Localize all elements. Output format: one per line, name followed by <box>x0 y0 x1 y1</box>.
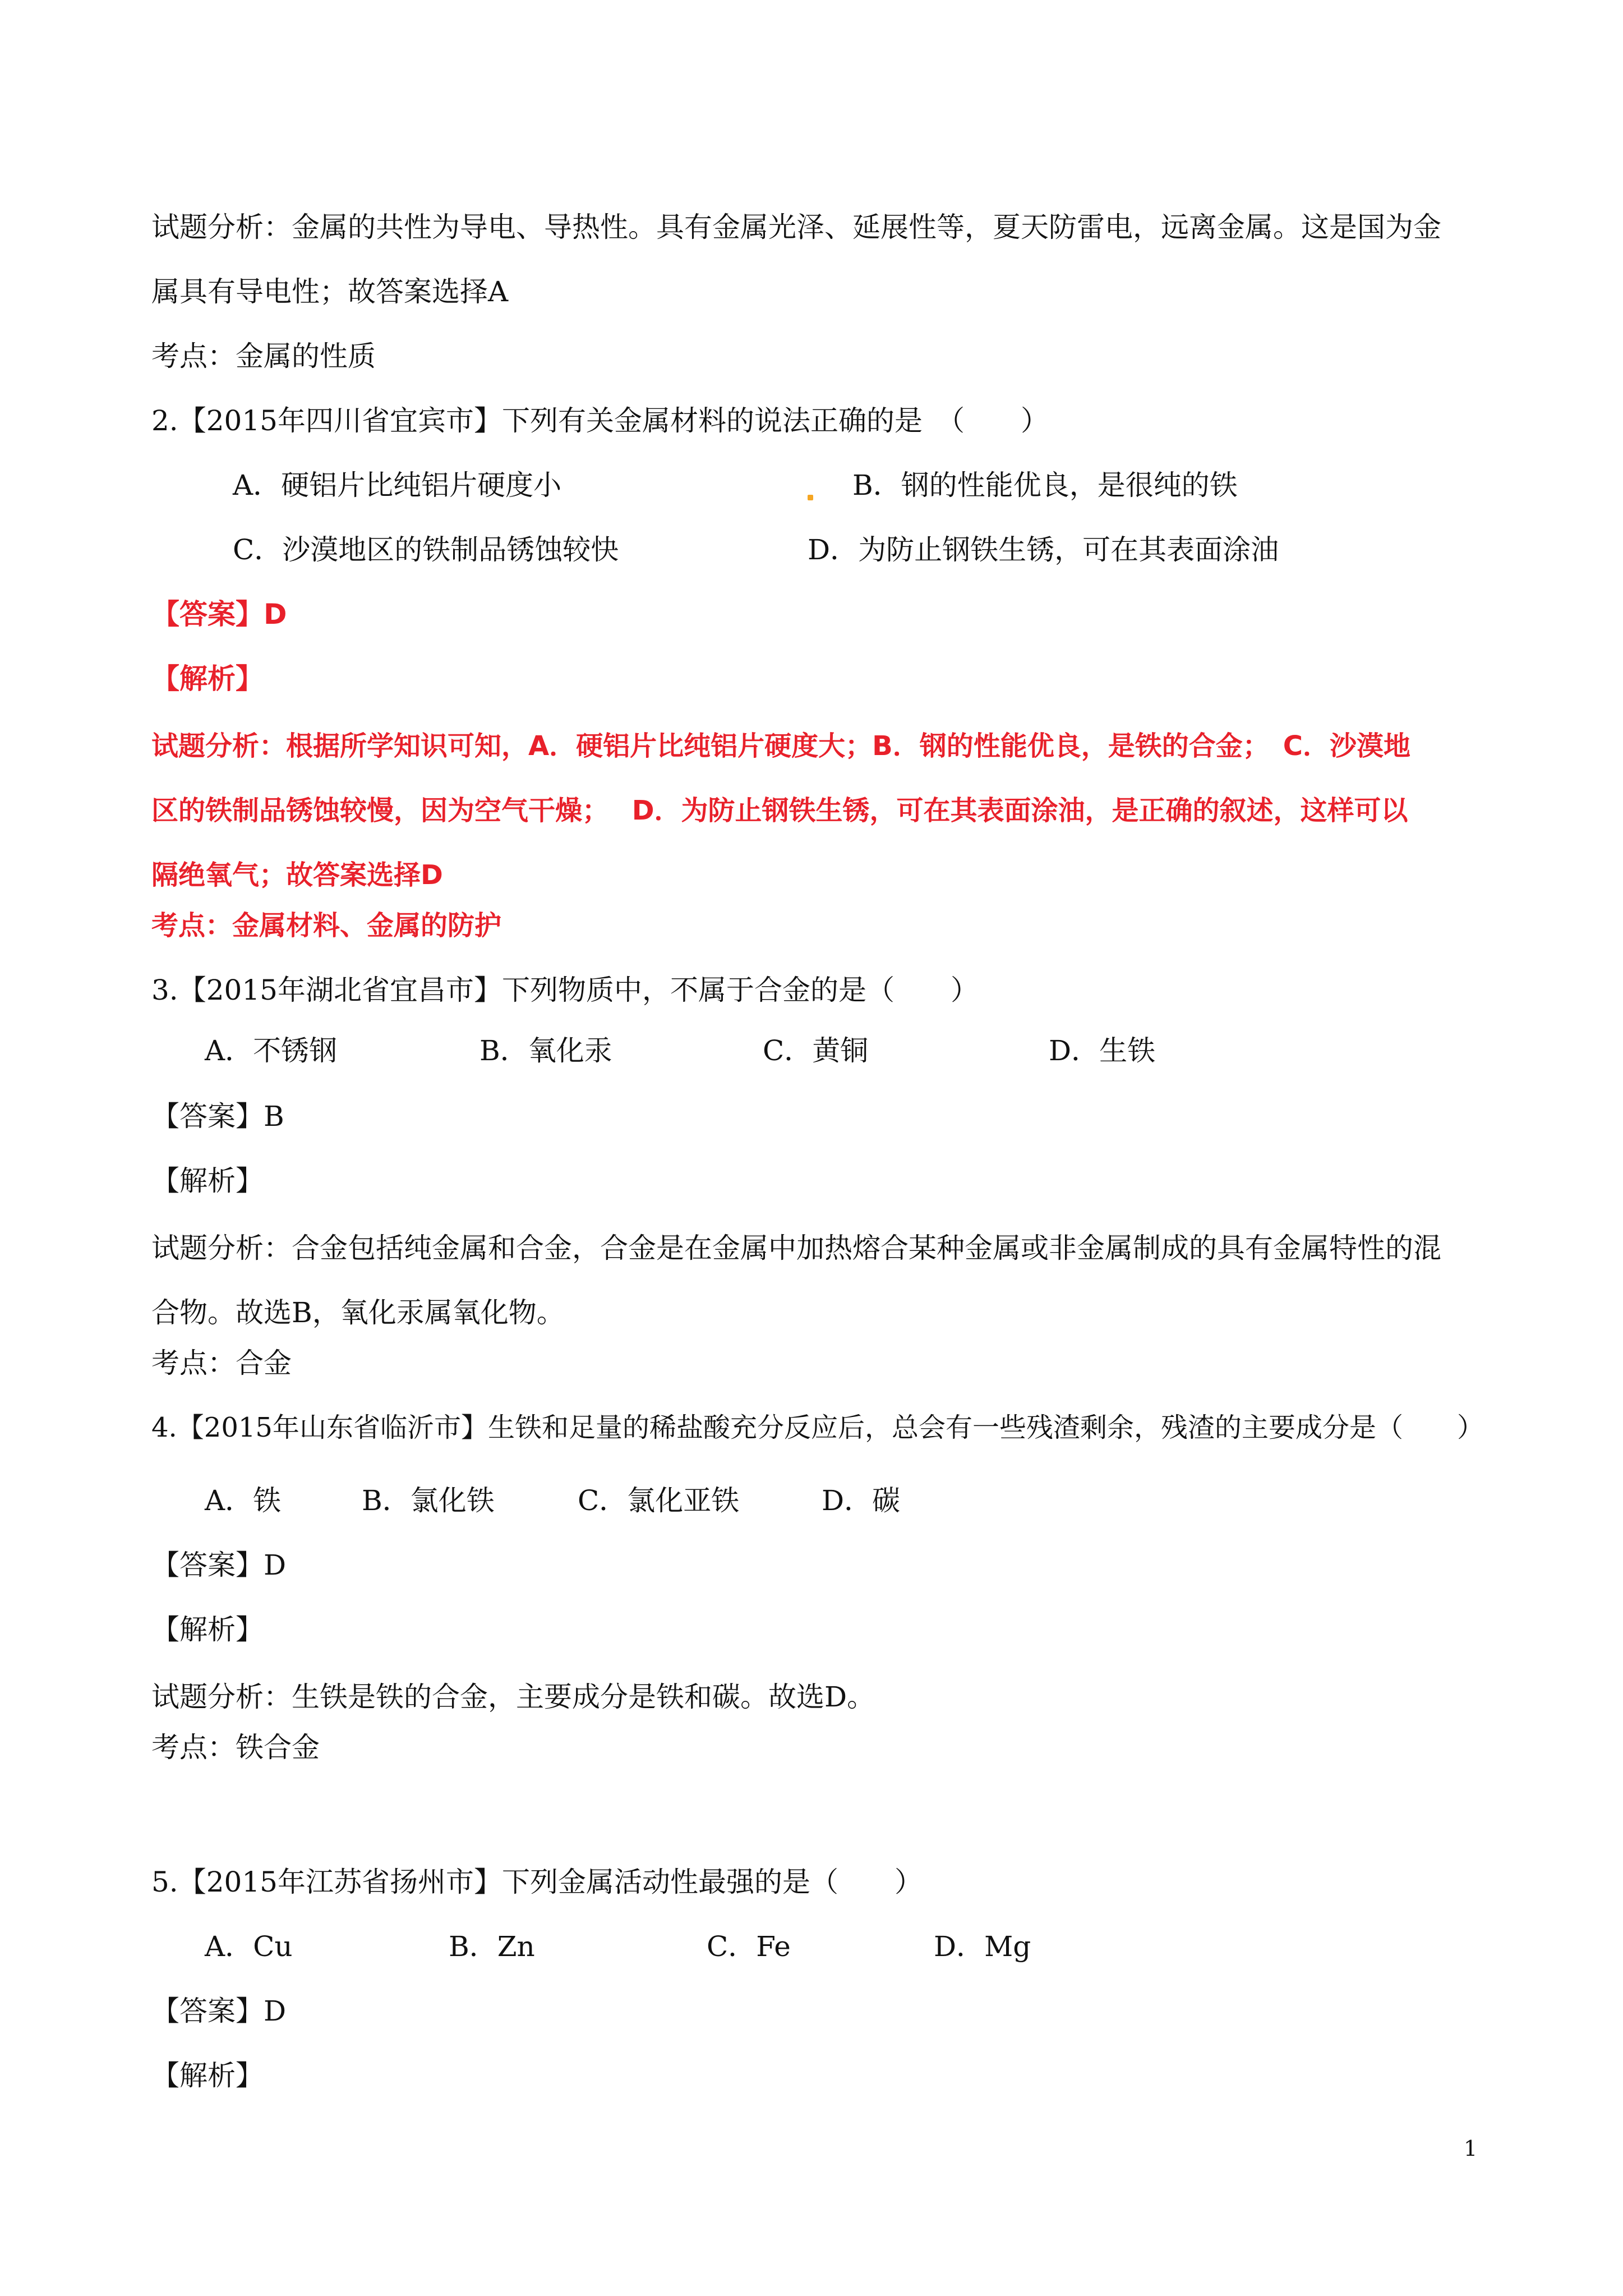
q3-option-a: A．不锈钢 <box>205 1034 338 1067</box>
q5-option-b: B．Zn <box>449 1930 535 1963</box>
q3-stem: 3.【2015年湖北省宜昌市】下列物质中，不属于合金的是（ ） <box>151 974 979 1006</box>
q2-analysis-line-3: 隔绝氧气；故答案选择D <box>151 859 443 891</box>
q3-answer: 【答案】B <box>151 1100 284 1133</box>
q2-option-d: D．为防止钢铁生锈，可在其表面涂油 <box>808 533 1279 566</box>
q3-analysis-line-2: 合物。故选B，氧化汞属氧化物。 <box>151 1296 565 1329</box>
q2-analysis-line-1: 试题分析：根据所学知识可知，A．硬铝片比纯铝片硬度大；B．钢的性能优良，是铁的合金； C．沙漠地 <box>151 730 1410 762</box>
orange-dot-marker <box>808 495 813 500</box>
q2-option-a: A．硬铝片比纯铝片硬度小 <box>233 469 562 501</box>
q2-option-b: B．钢的性能优良，是很纯的铁 <box>852 469 1238 501</box>
q1-analysis-line-1: 试题分析：金属的共性为导电、导热性。具有金属光泽、延展性等，夏天防雷电，远离金属。这是国为金 <box>151 211 1441 243</box>
q4-option-a: A．铁 <box>205 1484 282 1517</box>
q2-answer: 【答案】D <box>151 598 287 631</box>
q5-option-a: A．Cu <box>205 1930 293 1963</box>
q4-analysis-heading: 【解析】 <box>151 1613 264 1646</box>
q2-knowledge-point: 考点：金属材料、金属的防护 <box>151 910 502 941</box>
q4-option-b: B．氯化铁 <box>362 1484 495 1517</box>
page-number: 1 <box>1464 2136 1478 2161</box>
q4-knowledge-point: 考点：铁合金 <box>151 1731 320 1764</box>
q5-option-d: D．Mg <box>934 1930 1031 1963</box>
q4-option-c: C．氯化亚铁 <box>578 1484 740 1517</box>
q5-stem: 5.【2015年江苏省扬州市】下列金属活动性最强的是（ ） <box>151 1866 923 1898</box>
q3-knowledge-point: 考点：合金 <box>151 1347 292 1379</box>
q3-analysis-heading: 【解析】 <box>151 1165 264 1197</box>
q5-option-c: C．Fe <box>707 1930 791 1963</box>
q4-answer: 【答案】D <box>151 1549 287 1581</box>
q3-option-c: C．黄铜 <box>763 1034 869 1067</box>
q5-answer: 【答案】D <box>151 1995 287 2027</box>
q2-option-c: C．沙漠地区的铁制品锈蚀较快 <box>233 533 619 566</box>
q4-analysis-line-1: 试题分析：生铁是铁的合金，主要成分是铁和碳。故选D。 <box>151 1681 875 1713</box>
q4-option-d: D．碳 <box>822 1484 901 1517</box>
q5-analysis-heading: 【解析】 <box>151 2059 264 2092</box>
q1-analysis-line-2: 属具有导电性；故答案选择A <box>151 275 509 308</box>
q3-option-b: B．氧化汞 <box>479 1034 612 1067</box>
q2-stem: 2.【2015年四川省宜宾市】下列有关金属材料的说法正确的是 （ ） <box>151 404 1049 437</box>
q2-analysis-line-2: 区的铁制品锈蚀较慢，因为空气干燥； D．为防止钢铁生锈，可在其表面涂油，是正确的叙述，这样可以 <box>151 795 1408 826</box>
q1-knowledge-point: 考点：金属的性质 <box>151 340 376 372</box>
q4-stem: 4.【2015年山东省临沂市】生铁和足量的稀盐酸充分反应后，总会有一些残渣剩余，残渣的主要成分是（ ） <box>151 1412 1484 1443</box>
q2-analysis-heading: 【解析】 <box>151 662 264 695</box>
q3-analysis-line-1: 试题分析：合金包括纯金属和合金，合金是在金属中加热熔合某种金属或非金属制成的具有金属特性的混 <box>151 1232 1441 1264</box>
q3-option-d: D．生铁 <box>1049 1034 1156 1067</box>
